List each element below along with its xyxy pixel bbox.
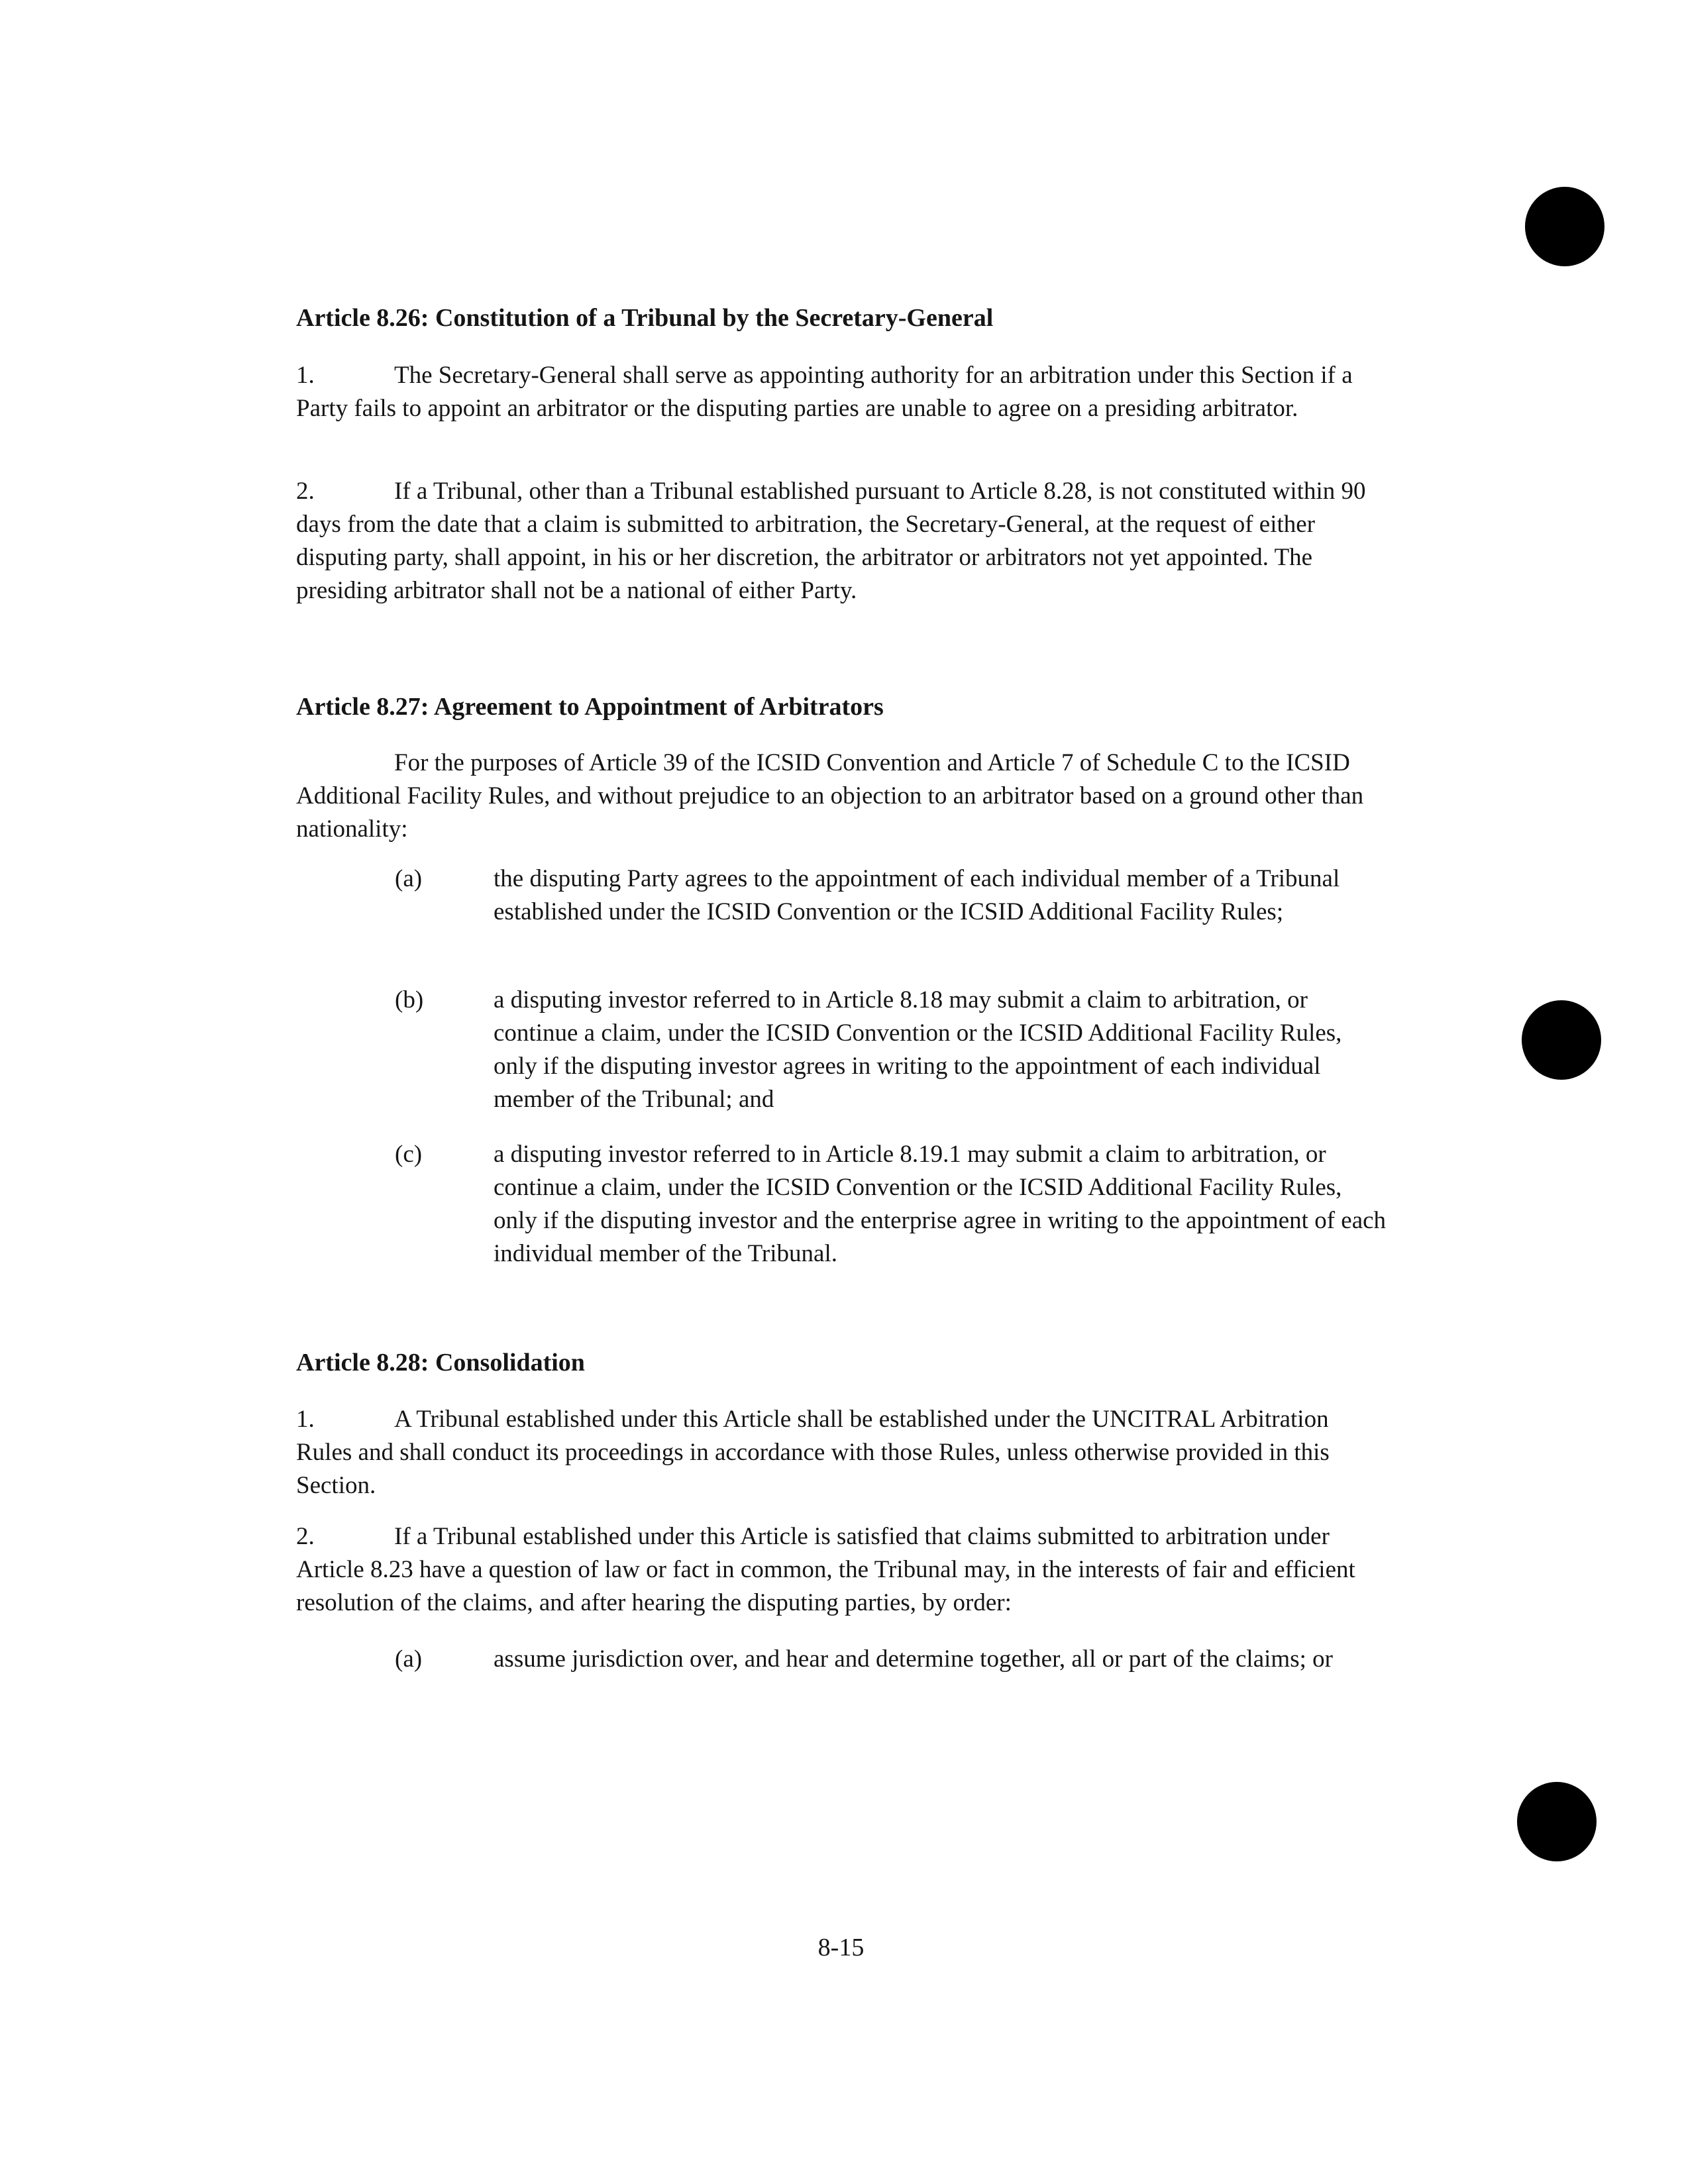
article-8-28-paragraph-2 xyxy=(296,1520,1383,1620)
paragraph-number: 2. xyxy=(296,1523,315,1550)
article-8-26-paragraph-1 xyxy=(296,359,1383,425)
article-8-26-heading: Article 8.26: Constitution of a Tribunal by the Secretary-General xyxy=(296,304,994,332)
article-8-27-heading: Article 8.27: Agreement to Appointment of Arbitrators xyxy=(296,693,884,721)
paragraph-number: 2. xyxy=(296,478,315,505)
article-8-28-heading: Article 8.28: Consolidation xyxy=(296,1349,585,1377)
paragraph-number: 1. xyxy=(296,1406,315,1433)
item-text: the disputing Party agrees to the appointment of each individual member of a Tribunal established under the ICSID Convention or the ICSID Additional Facility Rules; xyxy=(494,865,1340,925)
item-label: (b) xyxy=(395,986,424,1014)
page-number: 8-15 xyxy=(817,1934,865,1961)
paragraph-text: The Secretary-General shall serve as appointing authority for an arbitration under this Section if a Party fails to appoint an arbitrator or the disputing parties are unable to agree on a presiding arbitrator. xyxy=(296,362,1353,422)
punch-hole-bottom xyxy=(1517,1782,1597,1861)
item-text: a disputing investor referred to in Article 8.18 may submit a claim to arbitration, or continue a claim, under the ICSID Convention or the ICSID Additional Facility Rules, only if the disputing investor agrees in writing to the appointment of each individual member of the Tribunal; and xyxy=(494,986,1342,1113)
item-label: (a) xyxy=(395,1645,423,1673)
item-text: a disputing investor referred to in Article 8.19.1 may submit a claim to arbitration, or continue a claim, under the ICSID Convention or the ICSID Additional Facility Rules, only if the disputing investor and the enterprise agree in writing to the appointment of each individual member of the Tribunal. xyxy=(494,1141,1387,1267)
item-label: (a) xyxy=(395,865,423,892)
punch-hole-middle xyxy=(1522,1000,1601,1080)
article-8-26-paragraph-2 xyxy=(296,475,1383,607)
item-label: (c) xyxy=(395,1141,423,1168)
paragraph-number: 1. xyxy=(296,362,315,389)
article-8-27-intro: For the purposes of Article 39 of the ICSID Convention and Article 7 of Schedule C to the ICSID Additional Facility Rules, and without prejudice to an objection to an arbitrator based on a ground other than nationality: xyxy=(296,749,1364,843)
paragraph-text: A Tribunal established under this Article shall be established under the UNCITRAL Arbitration Rules and shall conduct its proceedings in accordance with those Rules, unless otherwise provided in this Section. xyxy=(296,1406,1330,1499)
punch-hole-top xyxy=(1525,187,1604,266)
paragraph-text: If a Tribunal, other than a Tribunal established pursuant to Article 8.28, is not constituted within 90 days from the date that a claim is submitted to arbitration, the Secretary-General, at the request of either disputing party, shall appoint, in his or her discretion, the arbitrator or arbitrators not yet appointed. The presiding arbitrator shall not be a national of either Party. xyxy=(296,478,1366,604)
item-text: assume jurisdiction over, and hear and determine together, all or part of the claims; or xyxy=(494,1645,1333,1673)
article-8-28-paragraph-1 xyxy=(296,1403,1383,1502)
paragraph-text: If a Tribunal established under this Article is satisfied that claims submitted to arbitration under Article 8.23 have a question of law or fact in common, the Tribunal may, in the interests of fair and efficient resolution of the claims, and after hearing the disputing parties, by order: xyxy=(296,1523,1355,1616)
